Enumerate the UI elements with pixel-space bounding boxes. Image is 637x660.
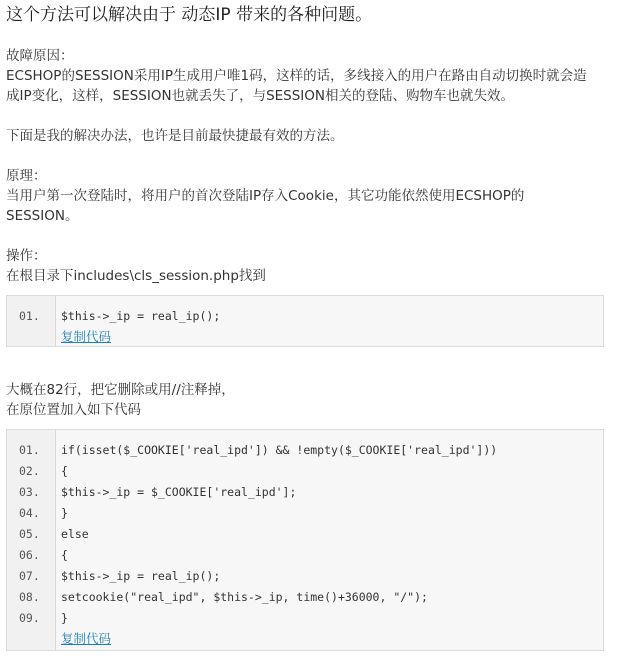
operation-heading: 操作： <box>6 248 47 264</box>
code-text: if(isset($_COOKIE['real_ipd']) && !empty($_COOKIE['real_ipd'])) <box>61 443 498 457</box>
cause-line-1: ECSHOP的SESSION采用IP生成用户唯1码，这样的话，多线接入的用户在路由自动切换时就会造 <box>6 68 587 84</box>
line-number: 08. <box>19 590 40 604</box>
code-line <box>7 503 603 524</box>
principle-heading: 原理： <box>6 168 47 184</box>
operation-line-1: 在根目录下includes\cls_session.php找到 <box>6 268 266 284</box>
line-number: 03. <box>19 485 40 499</box>
code-line <box>7 545 603 566</box>
code-text: $this->_ip = real_ip(); <box>61 569 221 583</box>
code-text: $this->_ip = real_ip(); <box>61 309 221 323</box>
code-line <box>7 461 603 482</box>
line-number: 05. <box>19 527 40 541</box>
code-text: { <box>61 548 68 562</box>
principle-line-1: 当用户第一次登陆时，将用户的首次登陆IP存入Cookie，其它功能依然使用ECSHOP的 <box>6 188 525 204</box>
code-line <box>7 440 603 461</box>
code-line <box>7 587 603 608</box>
line-number: 01. <box>19 443 40 457</box>
code-text: } <box>61 611 68 625</box>
line-number: 06. <box>19 548 40 562</box>
code-text: else <box>61 527 89 541</box>
code-line <box>7 608 603 629</box>
code-text: } <box>61 506 68 520</box>
line-number: 01. <box>19 309 40 323</box>
code-text: $this->_ip = $_COOKIE['real_ipd']; <box>61 485 297 499</box>
line-number: 07. <box>19 569 40 583</box>
code-lines-1 <box>7 296 603 346</box>
code-text: { <box>61 464 68 478</box>
code-line <box>7 306 603 327</box>
code-text: setcookie("real_ipd", $this->_ip, time()+36000, "/"); <box>61 590 428 604</box>
principle-line-2: SESSION。 <box>6 208 79 224</box>
code-line <box>7 482 603 503</box>
line-number: 04. <box>19 506 40 520</box>
code-line <box>7 524 603 545</box>
solution-text: 下面是我的解决办法，也许是目前最快捷最有效的方法。 <box>6 128 344 144</box>
cause-line-2: 成IP变化，这样，SESSION也就丢失了，与SESSION相关的登陆、购物车也就失效。 <box>6 88 515 104</box>
code-block-1 <box>6 295 604 347</box>
middle-line-2: 在原位置加入如下代码 <box>6 402 141 418</box>
line-number: 02. <box>19 464 40 478</box>
middle-line-1: 大概在82行，把它删除或用//注释掉， <box>6 382 235 398</box>
cause-heading: 故障原因： <box>6 48 74 64</box>
article-title: 这个方法可以解决由于 动态IP 带来的各种问题。 <box>6 5 373 25</box>
copy-code-link[interactable]: 复制代码 <box>61 329 112 344</box>
code-line <box>7 566 603 587</box>
copy-code-link[interactable]: 复制代码 <box>61 631 112 646</box>
code-lines-2 <box>7 430 603 650</box>
code-block-2 <box>6 429 604 651</box>
line-number: 09. <box>19 611 40 625</box>
